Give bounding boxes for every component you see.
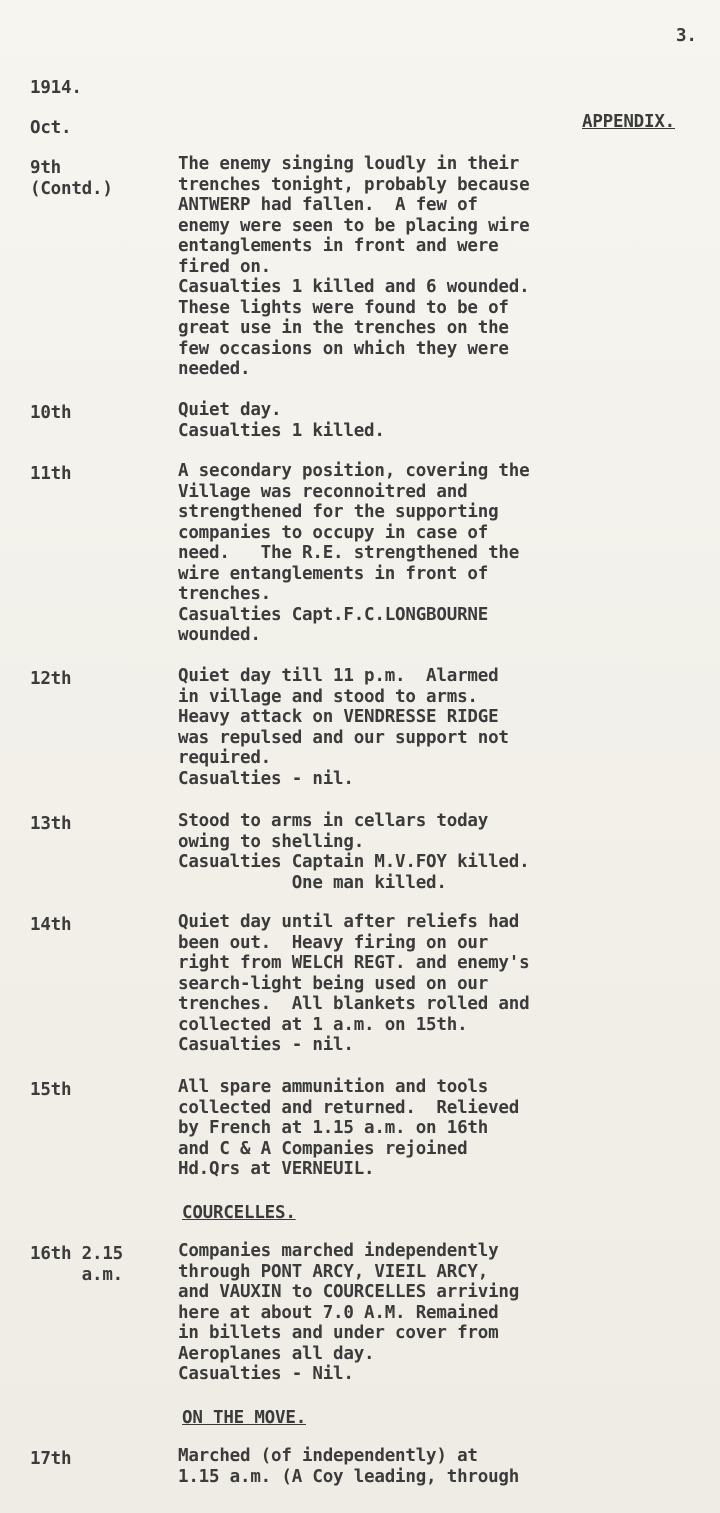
appendix-heading: APPENDIX. (582, 112, 676, 132)
entry-date: 16th 2.15 a.m. (30, 1244, 124, 1285)
entry-date: 9th (Contd.) (30, 158, 113, 199)
section-heading-courcelles: COURCELLES. (182, 1203, 296, 1223)
entry-date: 15th (30, 1080, 72, 1100)
section-heading-on-the-move: ON THE MOVE. (182, 1408, 307, 1428)
entry-text: Marched (of independently) at 1.15 a.m. (A Coy leading, through (178, 1446, 520, 1487)
entry-text: All spare ammunition and tools collected and returned. Relieved by French at 1.15 a.m. on 16th and C & A Companies rejoined Hd.Qrs at VERNEUIL. (178, 1077, 520, 1179)
month-heading: Oct. (30, 118, 72, 138)
entry-date: 10th (30, 403, 72, 423)
entry-text: A secondary position, covering the Village was reconnoitred and strengthened for the supporting companies to occupy in case of need. The R.E. strengthened the wire entanglements in front of trenches. Casualties Capt.F.C.LONGBOURNE wounded. (178, 461, 530, 645)
entry-text: Companies marched independently through PONT ARCY, VIEIL ARCY, and VAUXIN to COURCELLES arriving here at about 7.0 A.M. Remained in billets and under cover from Aeroplanes all day. Casualties - Nil. (178, 1241, 520, 1384)
entry-date: 13th (30, 814, 72, 834)
entry-text: Quiet day. Casualties 1 killed. (178, 400, 385, 441)
entry-date: 17th (30, 1449, 72, 1469)
entry-date: 14th (30, 915, 72, 935)
page-number: 3. (676, 26, 697, 46)
year-heading: 1914. (30, 78, 82, 98)
entry-date: 12th (30, 669, 72, 689)
entry-text: The enemy singing loudly in their trenches tonight, probably because ANTWERP had fallen. A few of enemy were seen to be placing wire entanglements in front and were fired on. Casualties 1 killed and 6 wounded. These lights were found to be of great use in the trenches on the few occasions on which they were needed. (178, 154, 530, 379)
entry-text: Quiet day until after reliefs had been out. Heavy firing on our right from WELCH REGT. and enemy's search-light being used on our trenches. All blankets rolled and collected at 1 a.m. on 15th. Casualties - nil. (178, 912, 530, 1055)
entry-text: Quiet day till 11 p.m. Alarmed in village and stood to arms. Heavy attack on VENDRESSE RIDGE was repulsed and our support not required. Casualties - nil. (178, 666, 509, 789)
entry-text: Stood to arms in cellars today owing to shelling. Casualties Captain M.V.FOY killed. One man killed. (178, 811, 530, 893)
entry-date: 11th (30, 464, 72, 484)
